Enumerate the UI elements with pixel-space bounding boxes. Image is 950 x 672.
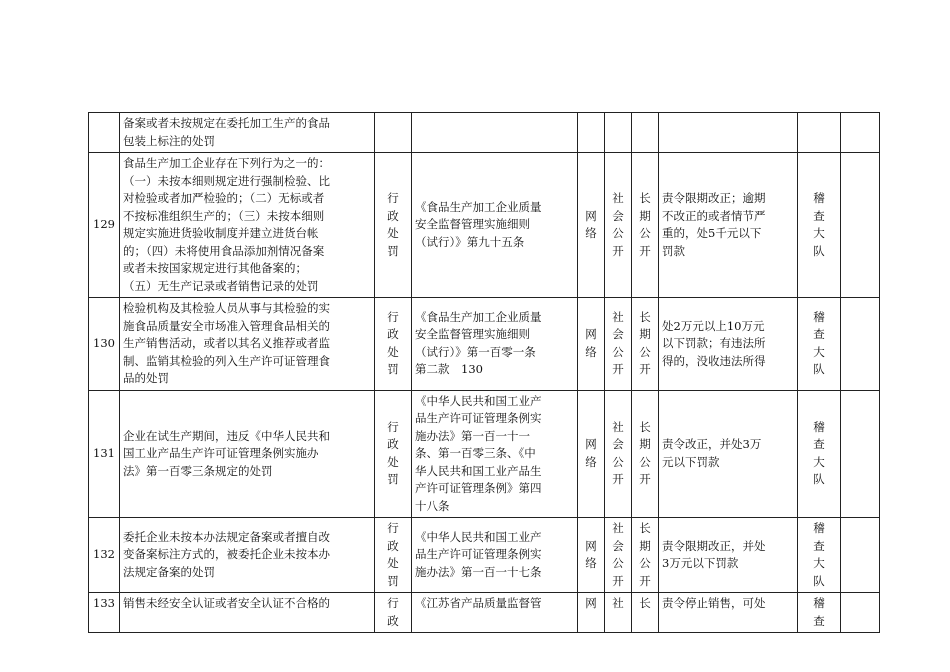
legal-basis-line: 《食品生产加工企业质量 <box>415 309 542 324</box>
publish-channel: 网络 <box>585 327 597 359</box>
power-type-cell <box>375 518 412 593</box>
remarks-cell <box>841 593 880 633</box>
item-name-cell <box>120 593 375 633</box>
channel-cell <box>578 153 605 298</box>
power-type-cell <box>375 298 412 391</box>
power-type: 行政处罚 <box>387 521 399 588</box>
department-cell <box>798 153 841 298</box>
penalty-line: 处2万元以上10万元 <box>662 318 765 333</box>
legal-basis-line: 施办法》第一百一十一 <box>415 428 530 443</box>
item-name-line: 企业在试生产期间，违反《中华人民共和 <box>123 428 330 443</box>
penalty-line: 重的，处5千元以下 <box>662 226 762 240</box>
publish-channel: 网 <box>585 596 597 610</box>
period-cell <box>632 390 659 518</box>
legal-basis-line: 品生产许可证管理条例实 <box>415 547 542 562</box>
legal-basis-cell <box>412 390 578 518</box>
penalty-cell <box>659 518 798 593</box>
penalty-line: 责令限期改正；逾期 <box>662 191 766 205</box>
department-cell <box>798 298 841 391</box>
power-type: 行政处罚 <box>387 419 399 487</box>
penalty-line: 罚款 <box>662 243 685 258</box>
legal-basis-line: 《江苏省产品质量监督管 <box>415 596 542 610</box>
penalty-line: 责令改正，并处3万 <box>662 437 762 452</box>
item-number-cell <box>89 593 120 633</box>
item-name-cell <box>120 518 375 593</box>
period-cell <box>632 593 659 633</box>
penalty-cell <box>659 593 798 633</box>
department: 稽查大队 <box>813 191 825 258</box>
item-name-line: （五）无生产记录或者销售记录的处罚 <box>123 278 319 293</box>
item-name-line: 委托企业未按本办法规定备案或者擅自改 <box>123 529 330 544</box>
table-row <box>89 518 880 593</box>
publish-channel: 网络 <box>585 538 597 570</box>
department-cell <box>798 593 841 633</box>
table-row <box>89 298 880 391</box>
penalty-line: 责令限期改正，并处 <box>662 538 766 553</box>
power-type: 行政处罚 <box>387 309 399 377</box>
item-number: 133 <box>93 596 115 610</box>
remarks-cell <box>841 113 880 153</box>
item-name-cell <box>120 153 375 298</box>
penalty-line: 元以下罚款 <box>662 454 720 469</box>
penalty-cell <box>659 113 798 153</box>
legal-basis-line: 条、第一百零三条、《中 <box>415 446 536 460</box>
item-name-line: 的；（四）未将使用食品添加剂情况备案 <box>123 243 325 258</box>
publish-period: 长 <box>639 596 651 610</box>
table-row <box>89 593 880 633</box>
publish-scope: 社会公开 <box>612 521 624 588</box>
scope-cell <box>605 153 632 298</box>
penalty-table <box>88 112 880 633</box>
legal-basis-line: 产许可证管理条例》第四 <box>415 481 542 495</box>
publish-scope: 社会公开 <box>612 191 624 258</box>
item-name-line: 包装上标注的处罚 <box>123 133 215 148</box>
item-name-cell <box>120 298 375 391</box>
item-name-line: 检验机构及其检验人员从事与其检验的实 <box>123 301 330 315</box>
item-name-line: 法规定备案的处罚 <box>123 564 215 579</box>
item-number-cell <box>89 153 120 298</box>
legal-basis-line: （试行）》第九十五条 <box>415 234 525 249</box>
publish-period: 长期公开 <box>639 521 651 588</box>
power-type: 行政处罚 <box>387 191 399 258</box>
legal-basis-cell <box>412 298 578 391</box>
item-name-line: 法》第一百零三条规定的处罚 <box>123 463 273 478</box>
legal-basis-line: 施办法》第一百一十七条 <box>415 564 542 579</box>
department: 稽查 <box>813 596 825 628</box>
legal-basis-line: 品生产许可证管理条例实 <box>415 411 542 425</box>
item-number-cell <box>89 298 120 391</box>
publish-period: 长期公开 <box>639 191 651 258</box>
power-type: 行政 <box>387 596 399 628</box>
item-number-cell <box>89 390 120 518</box>
penalty-cell <box>659 153 798 298</box>
scope-cell <box>605 390 632 518</box>
penalty-line: 得的，没收违法所得 <box>662 353 766 368</box>
channel-cell <box>578 390 605 518</box>
remarks-cell <box>841 390 880 518</box>
legal-basis-cell <box>412 518 578 593</box>
publish-scope: 社会公开 <box>612 309 624 377</box>
item-name-line: 生产销售活动，或者以其名义推荐或者监 <box>123 336 330 350</box>
department-cell <box>798 390 841 518</box>
table-row <box>89 113 880 153</box>
legal-basis-line: （试行）》第一百零一条 <box>415 344 536 359</box>
department-cell <box>798 113 841 153</box>
item-name-line: 品的处罚 <box>123 371 169 385</box>
item-name-line: 制、监销其检验的列入生产许可证管理食 <box>123 353 330 368</box>
legal-basis-line: 华人民共和国工业产品生 <box>415 463 542 478</box>
remarks-cell <box>841 518 880 593</box>
scope-cell <box>605 518 632 593</box>
publish-period: 长期公开 <box>639 309 651 377</box>
remarks-cell <box>841 298 880 391</box>
legal-basis-line: 《食品生产加工企业质量 <box>415 199 542 214</box>
channel-cell <box>578 518 605 593</box>
scope-cell <box>605 298 632 391</box>
item-name-line: （一）未按本细则规定进行强制检验、比 <box>123 173 330 188</box>
scope-cell <box>605 593 632 633</box>
remarks-cell <box>841 153 880 298</box>
department: 稽查大队 <box>813 419 825 487</box>
penalty-line: 以下罚款；有违法所 <box>662 336 766 350</box>
item-name-line: 施食品质量安全市场准入管理食品相关的 <box>123 318 330 333</box>
item-name-line: 备案或者未按规定在委托加工生产的食品 <box>123 116 330 130</box>
item-number: 130 <box>93 336 115 350</box>
legal-basis-line: 十八条 <box>415 498 450 513</box>
legal-basis-cell <box>412 113 578 153</box>
period-cell <box>632 518 659 593</box>
power-type-cell <box>375 593 412 633</box>
period-cell <box>632 153 659 298</box>
legal-basis-cell <box>412 593 578 633</box>
item-number: 132 <box>93 547 115 562</box>
item-name-line: 对检验或者加严检验的；（二）无标或者 <box>123 191 325 205</box>
penalty-line: 不改正的或者情节严 <box>662 208 766 223</box>
item-number-cell <box>89 518 120 593</box>
legal-basis-line: 第二款 130 <box>415 362 483 377</box>
period-cell <box>632 113 659 153</box>
publish-channel: 网络 <box>585 437 597 469</box>
item-name-line: 或者未按国家规定进行其他备案的； <box>123 261 307 275</box>
channel-cell <box>578 593 605 633</box>
table-row <box>89 153 880 298</box>
item-number: 131 <box>93 446 115 460</box>
period-cell <box>632 298 659 391</box>
power-type-cell <box>375 153 412 298</box>
scope-cell <box>605 113 632 153</box>
penalty-line: 责令停止销售，可处 <box>662 596 766 610</box>
legal-basis-line: 安全监督管理实施细则 <box>415 217 530 232</box>
penalty-cell <box>659 390 798 518</box>
department-cell <box>798 518 841 593</box>
item-name-line: 规定实施进货验收制度并建立进货台帐 <box>123 226 319 240</box>
item-name-line: 变备案标注方式的，被委托企业未按本办 <box>123 547 330 562</box>
legal-basis-line: 《中华人民共和国工业产 <box>415 393 542 408</box>
legal-basis-line: 安全监督管理实施细则 <box>415 327 530 342</box>
publish-period: 长期公开 <box>639 419 651 487</box>
publish-channel: 网络 <box>585 208 597 240</box>
table-row <box>89 390 880 518</box>
channel-cell <box>578 298 605 391</box>
item-name-line: 国工业产品生产许可证管理条例实施办 <box>123 446 319 460</box>
department: 稽查大队 <box>813 521 825 588</box>
item-number-cell <box>89 113 120 153</box>
department: 稽查大队 <box>813 309 825 377</box>
publish-scope: 社 <box>612 596 624 610</box>
item-name-line: 不按标准组织生产的；（三）未按本细则 <box>123 208 325 223</box>
legal-basis-line: 《中华人民共和国工业产 <box>415 529 542 544</box>
penalty-cell <box>659 298 798 391</box>
legal-basis-cell <box>412 153 578 298</box>
item-name-line: 食品生产加工企业存在下列行为之一的： <box>123 156 330 170</box>
item-name-line: 销售未经安全认证或者安全认证不合格的 <box>123 596 330 610</box>
channel-cell <box>578 113 605 153</box>
power-type-cell <box>375 390 412 518</box>
power-type-cell <box>375 113 412 153</box>
item-name-cell <box>120 113 375 153</box>
penalty-line: 3万元以下罚款 <box>662 556 739 570</box>
publish-scope: 社会公开 <box>612 419 624 487</box>
item-number: 129 <box>93 217 115 232</box>
item-name-cell <box>120 390 375 518</box>
